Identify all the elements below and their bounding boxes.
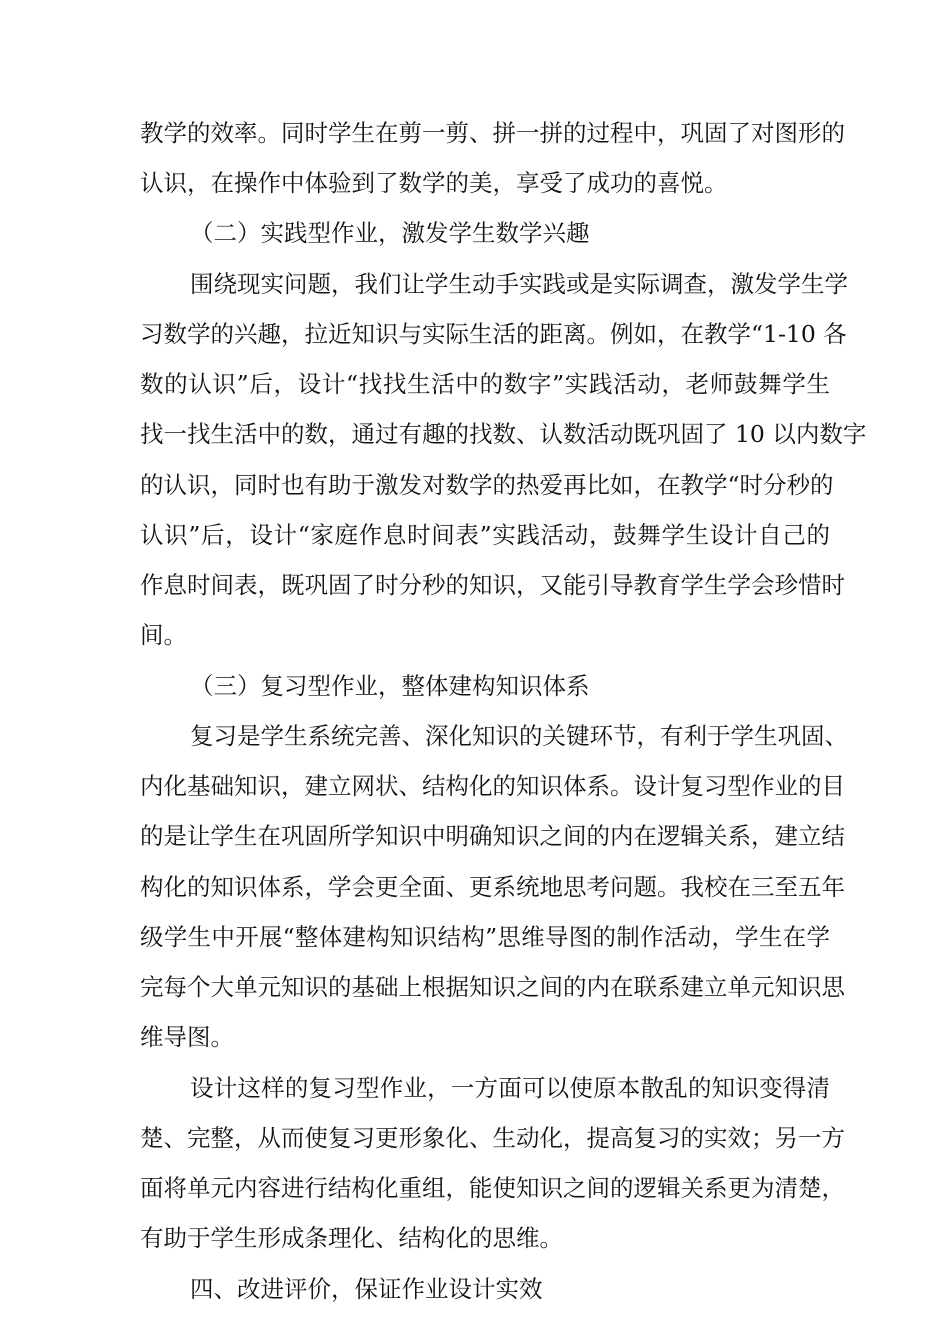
paragraph-line: 楚、完整，从而使复习更形象化、生动化，提高复习的实效；另一方 (140, 1124, 845, 1152)
paragraph-line: 教学的效率。同时学生在剪一剪、拼一拼的过程中，巩固了对图形的 (140, 119, 845, 147)
paragraph-line: 找一找生活中的数，通过有趣的找数、认数活动既巩固了 10 以内数字 (140, 420, 867, 448)
paragraph-line: 维导图。 (140, 1023, 234, 1051)
paragraph-line: 内化基础知识，建立网状、结构化的知识体系。设计复习型作业的目 (140, 772, 845, 800)
paragraph-line: 完每个大单元知识的基础上根据知识之间的内在联系建立单元知识思 (140, 973, 845, 1001)
paragraph-line: 构化的知识体系，学会更全面、更系统地思考问题。我校在三至五年 (140, 873, 845, 901)
paragraph-line: 认识”后，设计“家庭作息时间表”实践活动，鼓舞学生设计自己的 (140, 521, 830, 549)
paragraph-line: 作息时间表，既巩固了时分秒的知识，又能引导教育学生学会珍惜时 (140, 571, 845, 599)
paragraph-line: 间。 (140, 621, 187, 649)
paragraph-line: 的是让学生在巩固所学知识中明确知识之间的内在逻辑关系，建立结 (140, 822, 845, 850)
section-heading-practice: （二）实践型作业，激发学生数学兴趣 (190, 219, 590, 247)
paragraph-line: 围绕现实问题，我们让学生动手实践或是实际调查，激发学生学 (190, 270, 848, 298)
section-heading-evaluation: 四、改进评价，保证作业设计实效 (190, 1275, 543, 1303)
paragraph-line: 级学生中开展“整体建构知识结构”思维导图的制作活动，学生在学 (140, 923, 830, 951)
paragraph-line: 面将单元内容进行结构化重组，能使知识之间的逻辑关系更为清楚， (140, 1174, 845, 1202)
paragraph-line: 的认识，同时也有助于激发对数学的热爱再比如，在教学“时分秒的 (140, 471, 834, 499)
paragraph-line: 有助于学生形成条理化、结构化的思维。 (140, 1224, 563, 1252)
section-heading-review: （三）复习型作业，整体建构知识体系 (190, 672, 590, 700)
paragraph-line: 设计这样的复习型作业，一方面可以使原本散乱的知识变得清 (190, 1074, 830, 1102)
paragraph-line: 认识，在操作中体验到了数学的美，享受了成功的喜悦。 (140, 169, 728, 197)
paragraph-line: 习数学的兴趣，拉近知识与实际生活的距离。例如，在教学“1-10 各 (140, 320, 847, 348)
paragraph-line: 复习是学生系统完善、深化知识的关键环节，有利于学生巩固、 (190, 722, 848, 750)
paragraph-line: 数的认识”后，设计“找找生活中的数字”实践活动，老师鼓舞学生 (140, 370, 830, 398)
